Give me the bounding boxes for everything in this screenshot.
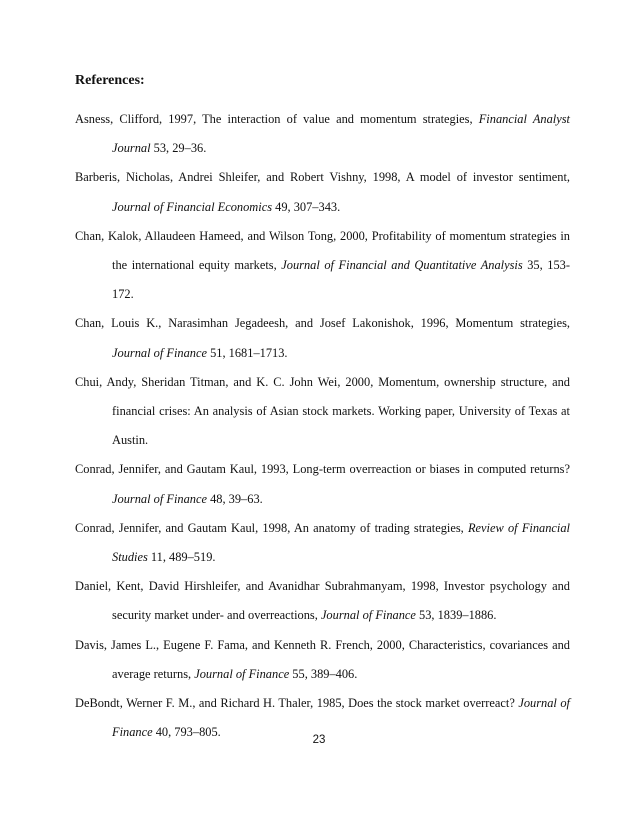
reference-journal: Journal of Finance [320,608,416,623]
page-number: 23 [312,734,326,746]
reference-journal: Journal of Finance [112,491,207,506]
reference-citation: 53, 1839–1886. [415,608,497,623]
reference-citation: 40, 793–805. [152,725,221,740]
reference-entry [75,514,570,572]
reference-entry [75,105,570,163]
reference-entry [75,163,570,221]
reference-journal: Journal of Finance [112,696,571,740]
reference-citation: 48, 39–63. [206,491,263,506]
reference-journal: Journal of Finance [194,666,290,681]
reference-citation: 51, 1681–1713. [206,345,288,360]
reference-entry [75,309,570,367]
reference-text: Barberis, Nicholas, Andrei Shleifer, and Robert Vishny, 1998, A model of investor sentiment, [75,170,570,185]
reference-entry [75,222,570,310]
reference-entry [75,572,570,630]
reference-journal: Journal of Financial Economics [112,199,273,214]
reference-text: Davis, James L., Eugene F. Fama, and Kenneth R. French, 2000, Characteristics, covariances and average returns, [75,637,570,681]
reference-text: Chui, Andy, Sheridan Titman, and K. C. John Wei, 2000, Momentum, ownership structure, and financial crises: An analysis of Asian stock markets. Working paper, University of Texas at Austin. [75,374,570,448]
references-list [75,105,570,747]
reference-text: Chan, Louis K., Narasimhan Jegadeesh, and Josef Lakonishok, 1996, Momentum strategies, [75,316,570,331]
reference-journal: Review of Financial Studies [112,520,570,565]
reference-entry [75,631,570,689]
reference-journal: Financial Analyst Journal [112,112,570,156]
references-heading: References: [75,73,145,88]
reference-text: Conrad, Jennifer, and Gautam Kaul, 1993, Long-term overreaction or biases in computed returns? [75,462,570,477]
reference-citation: 55, 389–406. [289,666,358,681]
reference-citation: 49, 307–343. [272,199,341,214]
reference-entry [75,455,570,513]
reference-journal: Journal of Financial and Quantitative Analysis [281,258,523,273]
reference-citation: 35, 153-172. [112,258,570,302]
reference-text: Asness, Clifford, 1997, The interaction of value and momentum strategies, [75,112,479,126]
reference-text: Daniel, Kent, David Hirshleifer, and Avanidhar Subrahmanyam, 1998, Investor psychology and security market under- and overreactions, [75,579,570,623]
reference-citation: 11, 489–519. [147,550,216,565]
reference-text: DeBondt, Werner F. M., and Richard H. Thaler, 1985, Does the stock market overreact? [75,696,519,711]
reference-citation: 53, 29–36. [150,141,207,156]
reference-entry [75,368,570,456]
reference-journal: Journal of Finance [112,345,207,360]
reference-text: Chan, Kalok, Allaudeen Hameed, and Wilson Tong, 2000, Profitability of momentum strategies in the international equity markets, [75,228,570,273]
reference-text: Conrad, Jennifer, and Gautam Kaul, 1998, An anatomy of trading strategies, [75,520,468,535]
